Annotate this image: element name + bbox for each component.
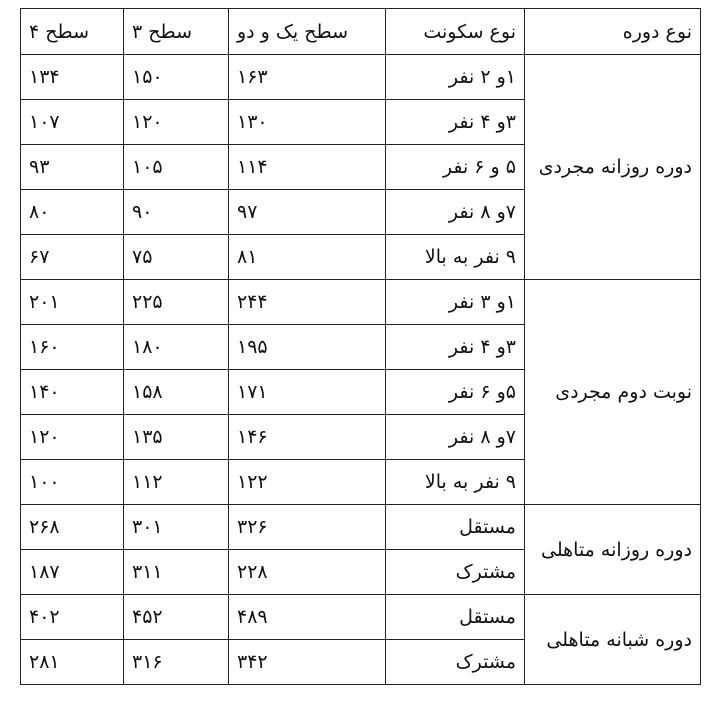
level-4-cell: ۲۸۱ (21, 640, 124, 685)
level-1-2-cell: ۱۶۳ (229, 55, 386, 100)
header-row (21, 9, 701, 55)
level-3-cell: ۱۲۰ (124, 100, 229, 145)
residence-cell: ۷و ۸ نفر (386, 415, 525, 460)
level-4-cell: ۱۲۰ (21, 415, 124, 460)
table-row (21, 280, 701, 325)
course-type-cell: دوره روزانه مجردی (525, 55, 701, 280)
level-3-cell: ۱۰۵ (124, 145, 229, 190)
level-1-2-cell: ۱۲۲ (229, 460, 386, 505)
level-1-2-cell: ۱۳۰ (229, 100, 386, 145)
level-1-2-cell: ۱۴۶ (229, 415, 386, 460)
level-4-cell: ۲۰۱ (21, 280, 124, 325)
level-1-2-cell: ۴۸۹ (229, 595, 386, 640)
residence-cell: ۹ نفر به بالا (386, 235, 525, 280)
level-4-cell: ۲۶۸ (21, 505, 124, 550)
residence-cell: مستقل (386, 505, 525, 550)
level-3-cell: ۱۵۰ (124, 55, 229, 100)
level-4-cell: ۱۶۰ (21, 325, 124, 370)
table-row (21, 595, 701, 640)
header-level-4: سطح ۴ (21, 9, 124, 55)
level-4-cell: ۱۳۴ (21, 55, 124, 100)
level-3-cell: ۷۵ (124, 235, 229, 280)
residence-cell: مشترک (386, 550, 525, 595)
level-3-cell: ۳۰۱ (124, 505, 229, 550)
level-1-2-cell: ۹۷ (229, 190, 386, 235)
header-level-3: سطح ۳ (124, 9, 229, 55)
level-1-2-cell: ۱۱۴ (229, 145, 386, 190)
residence-cell: ۳و ۴ نفر (386, 325, 525, 370)
level-4-cell: ۱۰۰ (21, 460, 124, 505)
residence-cell: ۷و ۸ نفر (386, 190, 525, 235)
header-level-1-2: سطح یک و دو (229, 9, 386, 55)
course-type-cell: دوره روزانه متاهلی (525, 505, 701, 595)
level-3-cell: ۲۲۵ (124, 280, 229, 325)
level-3-cell: ۱۳۵ (124, 415, 229, 460)
level-3-cell: ۳۱۶ (124, 640, 229, 685)
header-course-type: نوع دوره (525, 9, 701, 55)
level-1-2-cell: ۳۲۶ (229, 505, 386, 550)
level-1-2-cell: ۳۴۲ (229, 640, 386, 685)
residence-cell: ۵و ۶ نفر (386, 370, 525, 415)
level-1-2-cell: ۲۴۴ (229, 280, 386, 325)
residence-cell: ۹ نفر به بالا (386, 460, 525, 505)
level-4-cell: ۶۷ (21, 235, 124, 280)
tuition-table (20, 8, 701, 685)
level-3-cell: ۱۱۲ (124, 460, 229, 505)
level-3-cell: ۱۵۸ (124, 370, 229, 415)
course-type-cell: دوره شبانه متاهلی (525, 595, 701, 685)
level-1-2-cell: ۱۷۱ (229, 370, 386, 415)
level-3-cell: ۱۸۰ (124, 325, 229, 370)
residence-cell: ۵ و ۶ نفر (386, 145, 525, 190)
level-1-2-cell: ۱۹۵ (229, 325, 386, 370)
level-4-cell: ۱۸۷ (21, 550, 124, 595)
level-3-cell: ۴۵۲ (124, 595, 229, 640)
table-row (21, 505, 701, 550)
level-1-2-cell: ۲۲۸ (229, 550, 386, 595)
level-4-cell: ۴۰۲ (21, 595, 124, 640)
level-4-cell: ۱۰۷ (21, 100, 124, 145)
residence-cell: ۱و ۳ نفر (386, 280, 525, 325)
level-3-cell: ۳۱۱ (124, 550, 229, 595)
residence-cell: ۳و ۴ نفر (386, 100, 525, 145)
level-4-cell: ۸۰ (21, 190, 124, 235)
level-4-cell: ۱۴۰ (21, 370, 124, 415)
table-row (21, 55, 701, 100)
level-3-cell: ۹۰ (124, 190, 229, 235)
table-body (21, 55, 701, 685)
course-type-cell: نوبت دوم مجردی (525, 280, 701, 505)
header-residence-type: نوع سکونت (386, 9, 525, 55)
residence-cell: مستقل (386, 595, 525, 640)
level-4-cell: ۹۳ (21, 145, 124, 190)
residence-cell: ۱و ۲ نفر (386, 55, 525, 100)
level-1-2-cell: ۸۱ (229, 235, 386, 280)
residence-cell: مشترک (386, 640, 525, 685)
